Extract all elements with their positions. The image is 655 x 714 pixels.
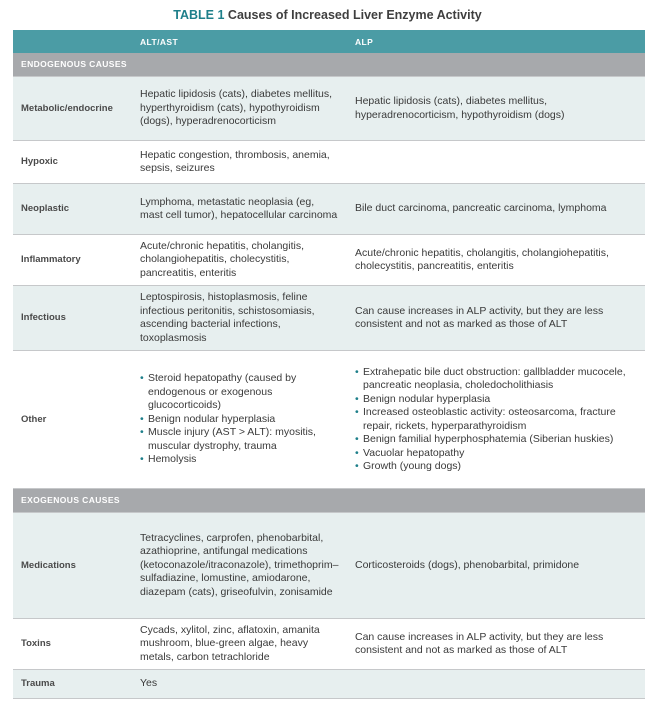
alt-cell: Hepatic congestion, thrombosis, anemia, sepsis, seizures — [132, 141, 347, 184]
alp-cell — [347, 670, 645, 699]
header-alp: ALP — [347, 30, 645, 53]
table-caption: Causes of Increased Liver Enzyme Activity — [224, 8, 482, 22]
table-number: TABLE 1 — [173, 8, 225, 22]
section-label-exogenous: EXOGENOUS CAUSES — [13, 489, 645, 513]
alp-cell — [347, 141, 645, 184]
list-item: • Muscle injury (AST > ALT): myositis, muscular dystrophy, trauma — [140, 426, 339, 453]
table-row-toxins — [13, 619, 645, 670]
list-item: • Vacuolar hepatopathy — [355, 447, 637, 461]
list-item: • Benign nodular hyperplasia — [355, 393, 637, 407]
section-row-endogenous — [13, 53, 645, 77]
alp-cell: Hepatic lipidosis (cats), diabetes mellitus, hyperadrenocorticism, hypothyroidism (dogs) — [347, 77, 645, 141]
table-row-hypoxic — [13, 141, 645, 184]
alt-cell: Lymphoma, metastatic neoplasia (eg, mast cell tumor), hepatocellular carcinoma — [132, 184, 347, 235]
alp-other-list — [355, 366, 637, 474]
alp-cell — [347, 351, 645, 489]
row-label: Other — [13, 351, 132, 489]
header-cause — [13, 30, 132, 53]
alt-cell — [132, 351, 347, 489]
list-item: • Hemolysis — [140, 453, 339, 467]
alt-cell: Leptospirosis, histoplasmosis, feline infectious peritonitis, schistosomiasis, ascending bacterial infections, toxoplasmosis — [132, 286, 347, 351]
alt-cell: Cycads, xylitol, zinc, aflatoxin, amanita mushroom, blue-green algae, heavy metals, carbon tetrachloride — [132, 619, 347, 670]
table-row-infectious — [13, 286, 645, 351]
alp-cell: Acute/chronic hepatitis, cholangitis, cholangiohepatitis, cholecystitis, pancreatitis, enteritis — [347, 235, 645, 286]
row-label: Hypoxic — [13, 141, 132, 184]
list-item: • Increased osteoblastic activity: osteosarcoma, fracture repair, rickets, hyperparathyroidism — [355, 406, 637, 433]
table-row-trauma — [13, 670, 645, 699]
section-row-exogenous — [13, 489, 645, 513]
list-item: • Benign nodular hyperplasia — [140, 413, 339, 427]
row-label: Infectious — [13, 286, 132, 351]
list-item: • Benign familial hyperphosphatemia (Siberian huskies) — [355, 433, 637, 447]
alp-cell: Can cause increases in ALP activity, but they are less consistent and not as marked as those of ALT — [347, 286, 645, 351]
table-row-metabolic — [13, 77, 645, 141]
alt-cell: Yes — [132, 670, 347, 699]
table-row-neoplastic — [13, 184, 645, 235]
alp-cell: Can cause increases in ALP activity, but they are less consistent and not as marked as those of ALT — [347, 619, 645, 670]
alt-cell: Hepatic lipidosis (cats), diabetes mellitus, hyperthyroidism (cats), hypothyroidism (dogs), hyperadrenocorticism — [132, 77, 347, 141]
row-label: Neoplastic — [13, 184, 132, 235]
row-label: Toxins — [13, 619, 132, 670]
list-item: • Growth (young dogs) — [355, 460, 637, 474]
list-item: • Extrahepatic bile duct obstruction: gallbladder mucocele, pancreatic neoplasia, choledocholithiasis — [355, 366, 637, 393]
row-label: Metabolic/endocrine — [13, 77, 132, 141]
alp-cell: Corticosteroids (dogs), phenobarbital, primidone — [347, 513, 645, 619]
alt-cell: Tetracyclines, carprofen, phenobarbital, azathioprine, antifungal medications (ketoconazole/itraconazole), trimethoprim–sulfadiazine, lomustine, amiodarone, diazepam (cats), griseofulvin, zonisamide — [132, 513, 347, 619]
row-label: Inflammatory — [13, 235, 132, 286]
row-label: Trauma — [13, 670, 132, 699]
table-row-other — [13, 351, 645, 489]
header-row — [13, 30, 645, 53]
alp-cell: Bile duct carcinoma, pancreatic carcinoma, lymphoma — [347, 184, 645, 235]
alt-other-list — [140, 372, 339, 467]
section-label-endogenous: ENDOGENOUS CAUSES — [13, 53, 645, 77]
table-row-medications — [13, 513, 645, 619]
header-alt-ast: ALT/AST — [132, 30, 347, 53]
row-label: Medications — [13, 513, 132, 619]
table-row-inflammatory — [13, 235, 645, 286]
list-item: • Steroid hepatopathy (caused by endogenous or exogenous glucocorticoids) — [140, 372, 339, 413]
alt-cell: Acute/chronic hepatitis, cholangitis, cholangiohepatitis, cholecystitis, pancreatitis, enteritis — [132, 235, 347, 286]
table-title — [0, 8, 655, 22]
liver-enzyme-table — [13, 30, 645, 699]
